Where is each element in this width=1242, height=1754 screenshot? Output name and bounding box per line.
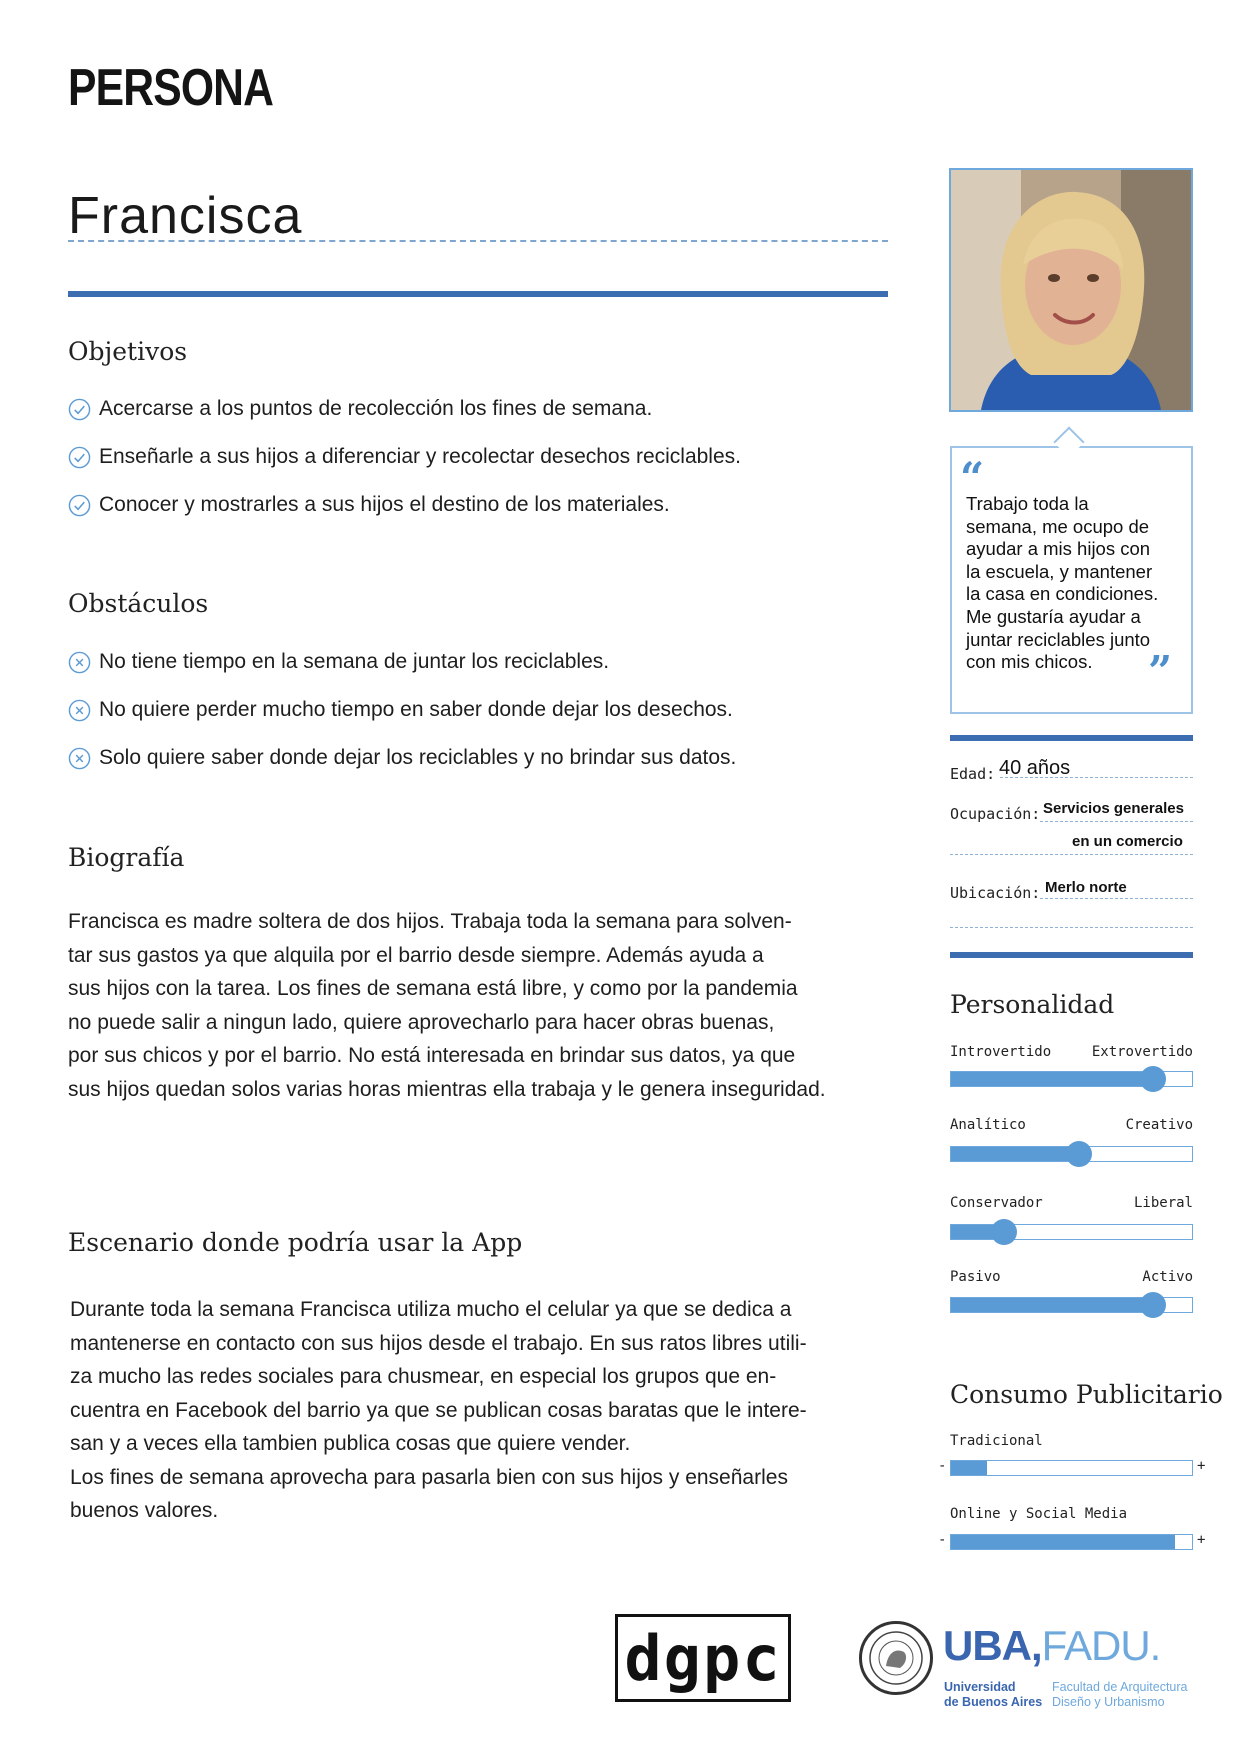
- portrait-image: [951, 170, 1191, 410]
- escenario-line: buenos valores.: [70, 1499, 219, 1522]
- persona-name: Francisca: [68, 187, 303, 245]
- slider-knob: [1066, 1141, 1092, 1167]
- obstaculo-text: No quiere perder mucho tiempo en saber donde dejar los desechos.: [99, 698, 733, 721]
- objetivo-text: Acercarse a los puntos de recolección los fines de semana.: [99, 397, 653, 420]
- obstaculo-text: Solo quiere saber donde dejar los reciclables y no brindar sus datos.: [99, 746, 737, 769]
- consumo-bar: [950, 1534, 1193, 1550]
- x-circle-icon: [68, 699, 91, 722]
- personalidad-heading: Personalidad: [950, 990, 1115, 1019]
- biografia-line: no puede salir a ningun lado, quiere aprovecharlo para hacer obras buenas,: [68, 1010, 775, 1034]
- biografia-line: Francisca es madre soltera de dos hijos. Trabaja toda la semana para solven-: [68, 910, 792, 933]
- consumo-bar: [950, 1460, 1193, 1476]
- ubicacion-underline-2: [950, 927, 1193, 928]
- x-circle-icon: [68, 747, 91, 770]
- slider-knob: [1140, 1292, 1166, 1318]
- edad-label: Edad:: [950, 765, 996, 783]
- biografia-line: por sus chicos y por el barrio. No está interesada en brindar sus datos, ya que: [68, 1044, 796, 1067]
- escenario-line: mantenerse en contacto con sus hijos desde el trabajo. En sus ratos libres utili-: [70, 1331, 807, 1355]
- obstaculo-item: [68, 746, 736, 770]
- escenario-line: za mucho las redes sociales para chusmear, en especial los grupos que en-: [70, 1365, 777, 1388]
- edad-value: 40 años: [999, 757, 1071, 779]
- seal-emblem-icon: [866, 1628, 926, 1688]
- name-underline: [68, 240, 888, 242]
- consumo-label: Tradicional: [950, 1433, 1043, 1449]
- plus-label: +: [1197, 1458, 1206, 1474]
- quote-line: juntar reciclables junto: [966, 628, 1151, 650]
- document-title: PERSONA: [68, 59, 274, 117]
- uba-logo-bold: UBA,: [943, 1622, 1042, 1669]
- objetivo-item: [68, 493, 670, 517]
- check-circle-icon: [68, 398, 91, 421]
- trait-left-label: Conservador: [950, 1195, 1043, 1211]
- biografia-line: sus hijos con la tarea. Los fines de semana está libre, y como por la pandemia: [68, 977, 798, 1000]
- fadu-subtitle-line: Diseño y Urbanismo: [1052, 1695, 1165, 1709]
- consumo-bar-fill: [951, 1535, 1175, 1549]
- biografia-heading: Biografía: [68, 843, 185, 872]
- biografia-line: sus hijos quedan solos varias horas mientras ella trabaja y le genera inseguridad.: [68, 1077, 826, 1101]
- plus-label: +: [1197, 1532, 1206, 1548]
- ocupacion-label: Ocupación:: [950, 805, 1041, 823]
- escenario-heading: Escenario donde podría usar la App: [68, 1228, 523, 1257]
- trait-right-label: Creativo: [1125, 1117, 1193, 1133]
- university-seal-icon: [859, 1621, 933, 1695]
- slider-knob: [1140, 1066, 1166, 1092]
- details-bottom-bar: [950, 952, 1193, 958]
- consumo-label: Online y Social Media: [950, 1506, 1128, 1522]
- edad-underline: [1000, 777, 1193, 778]
- dgpc-logo-text: dgpc: [624, 1621, 782, 1695]
- trait-right-label: Extrovertido: [1091, 1044, 1193, 1060]
- biografia-paragraph: [68, 905, 898, 1106]
- obstaculo-item: [68, 698, 733, 722]
- escenario-line: Los fines de semana aprovecha para pasarla bien con sus hijos y enseñarles: [70, 1465, 788, 1489]
- trait-left-label: Pasivo: [950, 1269, 1001, 1285]
- section-divider: [68, 291, 888, 297]
- persona-photo: [949, 168, 1193, 412]
- slider-knob: [991, 1219, 1017, 1245]
- uba-subtitle-line: Universidad: [944, 1680, 1016, 1694]
- slider-fill: [951, 1298, 1153, 1312]
- minus-label: -: [938, 1532, 947, 1548]
- slider-fill: [951, 1072, 1153, 1086]
- ocupacion-underline-2: [950, 854, 1193, 855]
- ubicacion-underline: [1040, 898, 1193, 899]
- escenario-line: san y a veces ella tambien publica cosas que quiere vender.: [70, 1432, 631, 1455]
- trait-right-label: Liberal: [1133, 1195, 1193, 1211]
- obstaculo-item: [68, 650, 609, 674]
- personality-slider: [950, 1224, 1193, 1240]
- ocupacion-underline-1: [1040, 821, 1193, 822]
- fadu-subtitle: [1052, 1680, 1188, 1710]
- trait-right-label: Activo: [1142, 1269, 1193, 1285]
- open-quote-icon: “: [960, 453, 985, 502]
- objetivo-text: Enseñarle a sus hijos a diferenciar y recolectar desechos reciclables.: [99, 445, 741, 468]
- minus-label: -: [938, 1458, 947, 1474]
- objetivo-text: Conocer y mostrarles a sus hijos el destino de los materiales.: [99, 493, 670, 516]
- consumo-bar-fill: [951, 1461, 987, 1475]
- escenario-line: Durante toda la semana Francisca utiliza mucho el celular ya que se dedica a: [70, 1298, 792, 1321]
- uba-subtitle-line: de Buenos Aires: [944, 1695, 1043, 1709]
- personality-slider: [950, 1071, 1193, 1087]
- ocupacion-value-line2: en un comercio: [1072, 833, 1183, 850]
- escenario-line: cuentra en Facebook del barrio ya que se publican cosas baratas que le intere-: [70, 1398, 807, 1422]
- x-circle-icon: [68, 651, 91, 674]
- uba-subtitle: [944, 1680, 1042, 1710]
- ubicacion-label: Ubicación:: [950, 884, 1041, 902]
- quote-line: Trabajo toda la: [966, 493, 1089, 514]
- biografia-line: tar sus gastos ya que alquila por el barrio desde siempre. Además ayuda a: [68, 943, 764, 967]
- check-circle-icon: [68, 446, 91, 469]
- consumo-heading: Consumo Publicitario: [950, 1380, 1223, 1409]
- obstaculos-heading: Obstáculos: [68, 589, 209, 618]
- quote-line: la casa en condiciones.: [966, 583, 1159, 605]
- quote-line: semana, me ocupo de: [966, 515, 1150, 537]
- personality-slider: [950, 1146, 1193, 1162]
- quote-line: con mis chicos.: [966, 651, 1093, 673]
- fadu-logo-light: FADU.: [1041, 1622, 1161, 1669]
- dgpc-logo: [615, 1614, 791, 1702]
- personality-slider: [950, 1297, 1193, 1313]
- quote-line: la escuela, y mantener: [966, 560, 1153, 582]
- details-top-bar: [950, 735, 1193, 741]
- close-quote-icon: ”: [1148, 647, 1173, 696]
- quote-line: Me gustaría ayudar a: [966, 605, 1141, 627]
- objetivo-item: [68, 445, 741, 469]
- fadu-subtitle-line: Facultad de Arquitectura: [1052, 1680, 1188, 1694]
- escenario-paragraph: [70, 1293, 900, 1528]
- quote-line: ayudar a mis hijos con: [966, 538, 1151, 560]
- ocupacion-value-line1: Servicios generales: [1043, 800, 1184, 817]
- uba-fadu-logo: [943, 1622, 1160, 1670]
- trait-left-label: Analítico: [950, 1117, 1026, 1133]
- ubicacion-value: Merlo norte: [1045, 879, 1127, 896]
- slider-fill: [951, 1147, 1079, 1161]
- trait-left-label: Introvertido: [950, 1044, 1052, 1060]
- check-circle-icon: [68, 494, 91, 517]
- objetivos-heading: Objetivos: [68, 337, 188, 366]
- obstaculo-text: No tiene tiempo en la semana de juntar los reciclables.: [99, 650, 610, 673]
- objetivo-item: [68, 397, 652, 421]
